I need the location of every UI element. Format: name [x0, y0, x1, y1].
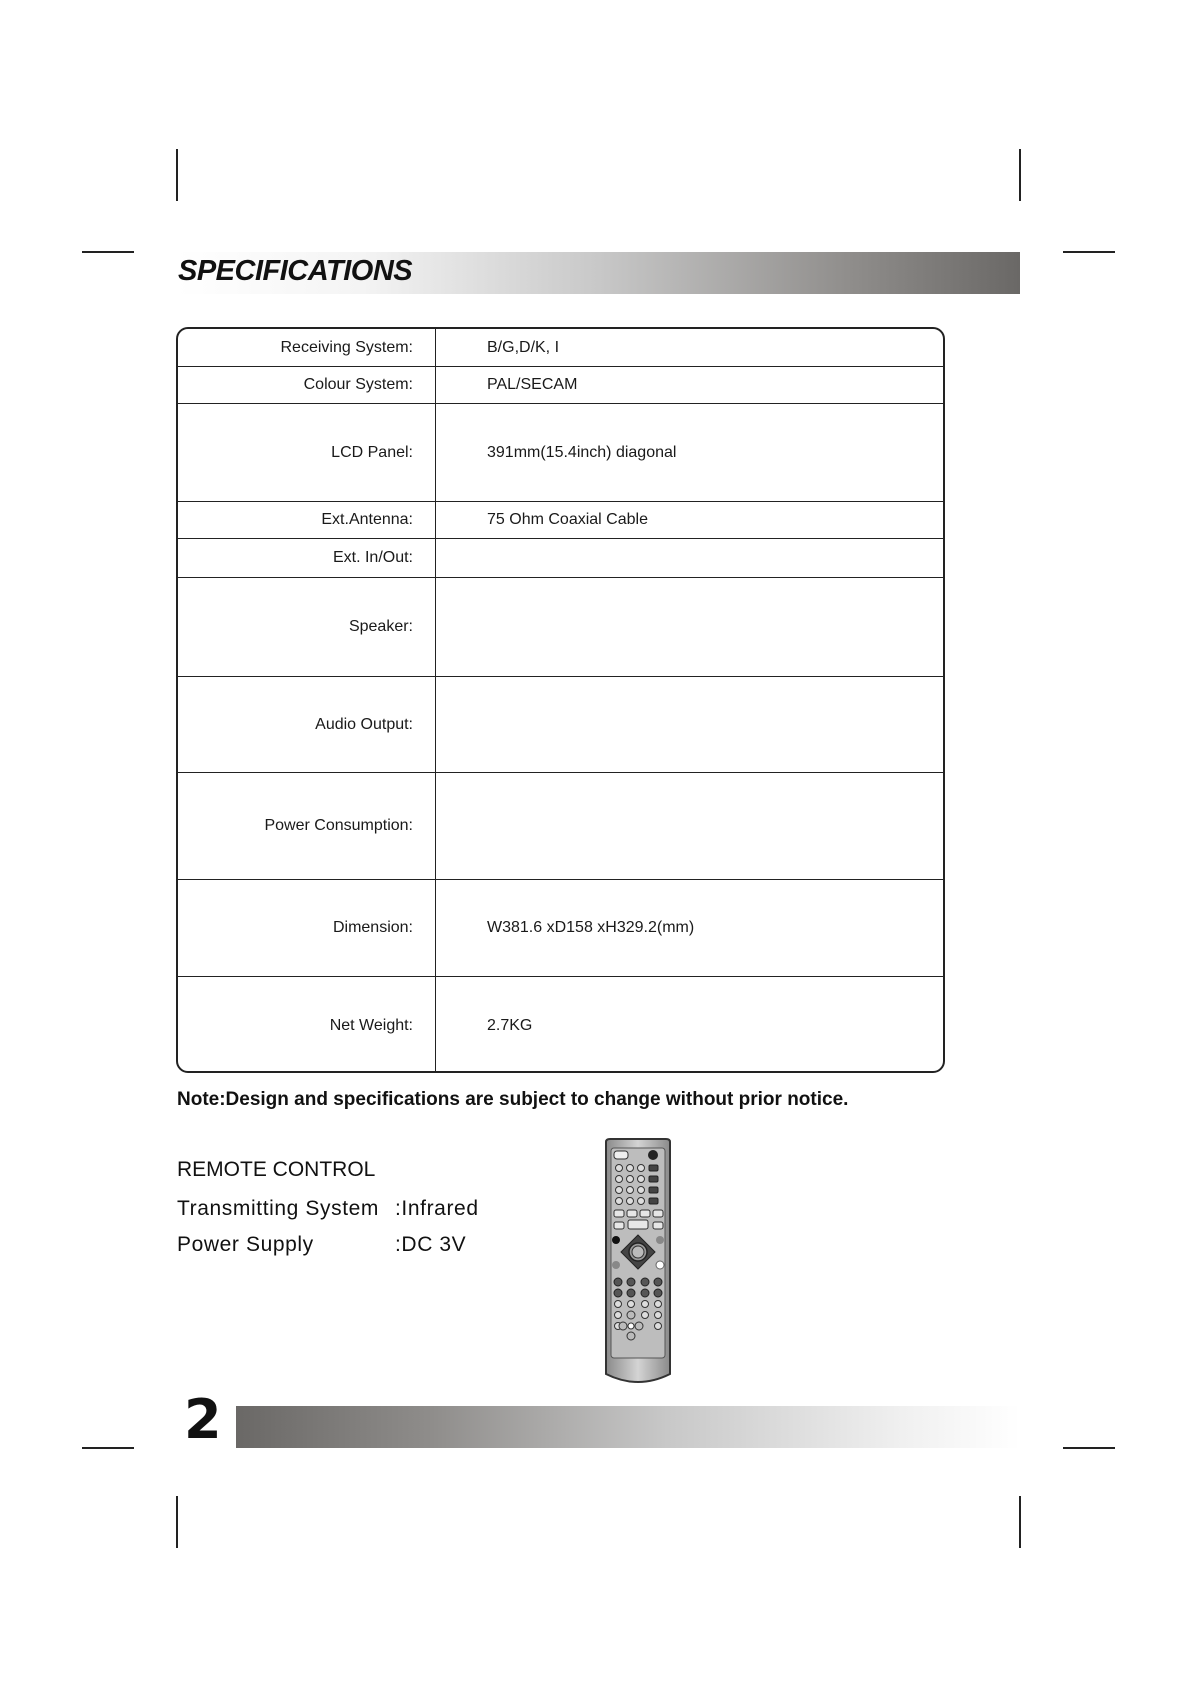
- spec-value: [436, 773, 943, 879]
- spec-row-ext-antenna: [178, 502, 943, 539]
- spec-value: 391mm(15.4inch) diagonal: [487, 443, 677, 461]
- remote-control-heading: REMOTE CONTROL: [177, 1158, 376, 1181]
- crop-mark: [176, 1496, 178, 1548]
- spec-row-net-weight: [178, 977, 943, 1073]
- crop-mark: [1063, 251, 1115, 253]
- spec-label: Ext.Antenna:: [178, 502, 436, 538]
- spec-value: W381.6 xD158 xH329.2(mm): [487, 919, 695, 936]
- remote-spec-label: Transmitting System: [177, 1197, 379, 1220]
- spec-label: Audio Output:: [178, 677, 436, 772]
- spec-value: 75 Ohm Coaxial Cable: [487, 511, 648, 528]
- crop-mark: [1063, 1447, 1115, 1449]
- footer-gradient-bar: [236, 1406, 1020, 1448]
- spec-row-colour-system: [178, 367, 943, 404]
- spec-label: LCD Panel:: [178, 404, 436, 501]
- spec-value: [436, 578, 943, 676]
- crop-mark: [1019, 149, 1021, 201]
- spec-value: [436, 539, 943, 577]
- spec-label: Net Weight:: [178, 977, 436, 1073]
- spec-row-ext-in-out: [178, 539, 943, 578]
- crop-mark: [82, 1447, 134, 1449]
- spec-value: PAL/SECAM: [487, 376, 578, 393]
- spec-label: Dimension:: [178, 880, 436, 976]
- spec-value: 2.7KG: [487, 1017, 533, 1034]
- remote-control-image: [602, 1138, 674, 1390]
- page-title: SPECIFICATIONS: [178, 255, 413, 287]
- crop-mark: [1019, 1496, 1021, 1548]
- remote-spec-transmitting: [177, 1197, 479, 1221]
- remote-spec-label: Power Supply: [177, 1233, 314, 1256]
- remote-spec-value: :DC 3V: [395, 1233, 467, 1256]
- spec-row-lcd-panel: [178, 404, 943, 502]
- spec-row-dimension: [178, 880, 943, 977]
- spec-label: Power Consumption:: [178, 773, 436, 879]
- spec-row-speaker: [178, 578, 943, 677]
- spec-row-power-consumption: [178, 773, 943, 880]
- remote-spec-power-supply: [177, 1233, 466, 1257]
- remote-spec-value: :Infrared: [395, 1197, 479, 1220]
- spec-label: Ext. In/Out:: [178, 539, 436, 577]
- specifications-table: [176, 327, 945, 1073]
- spec-label: Colour System:: [178, 367, 436, 403]
- spec-row-receiving-system: [178, 329, 943, 367]
- spec-value: [436, 677, 943, 772]
- page-number: 2: [184, 1388, 222, 1451]
- spec-value: B/G,D/K, I: [487, 338, 560, 356]
- disclaimer-note: Note:Design and specifications are subject to change without prior notice.: [177, 1089, 849, 1110]
- crop-mark: [176, 149, 178, 201]
- spec-label: Receiving System:: [178, 329, 436, 366]
- spec-row-audio-output: [178, 677, 943, 773]
- spec-label: Speaker:: [178, 578, 436, 676]
- crop-mark: [82, 251, 134, 253]
